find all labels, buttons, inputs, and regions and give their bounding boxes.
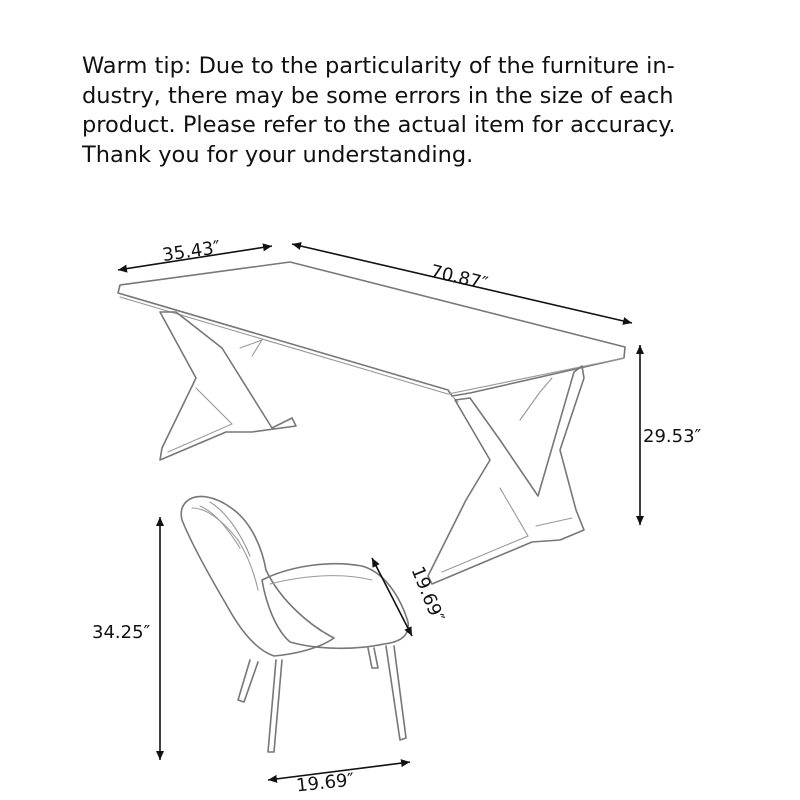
warm-tip-line-4: Thank you for your understanding.: [82, 141, 474, 168]
chair-leg-left: [238, 660, 258, 702]
table-left-leg: [160, 312, 296, 460]
chair-leg-mid: [268, 660, 282, 752]
warm-tip-line-3: product. Please refer to the actual item for accuracy.: [82, 112, 676, 138]
chair-leg-back: [368, 648, 378, 668]
chair-depth-label: 19.69″: [406, 563, 448, 626]
table-right-leg: [428, 366, 584, 584]
warm-tip-line-2: dustry, there may be some errors in the size of each: [82, 82, 674, 109]
chair-drawing: [181, 496, 408, 752]
table-width-label: 35.43″: [161, 237, 222, 267]
dimension-lines: [118, 244, 640, 780]
warm-tip-line-1: Warm tip: Due to the particularity of the furniture in-: [82, 53, 675, 79]
chair-height-label: 34.25″: [92, 622, 151, 643]
table-length-label: 70.87″: [428, 261, 490, 295]
chair-width-label: 19.69″: [295, 769, 356, 797]
chair-leg-right: [386, 646, 406, 740]
chair-seat: [262, 564, 408, 649]
table-height-label: 29.53″: [643, 426, 702, 447]
table-drawing: [118, 262, 625, 584]
